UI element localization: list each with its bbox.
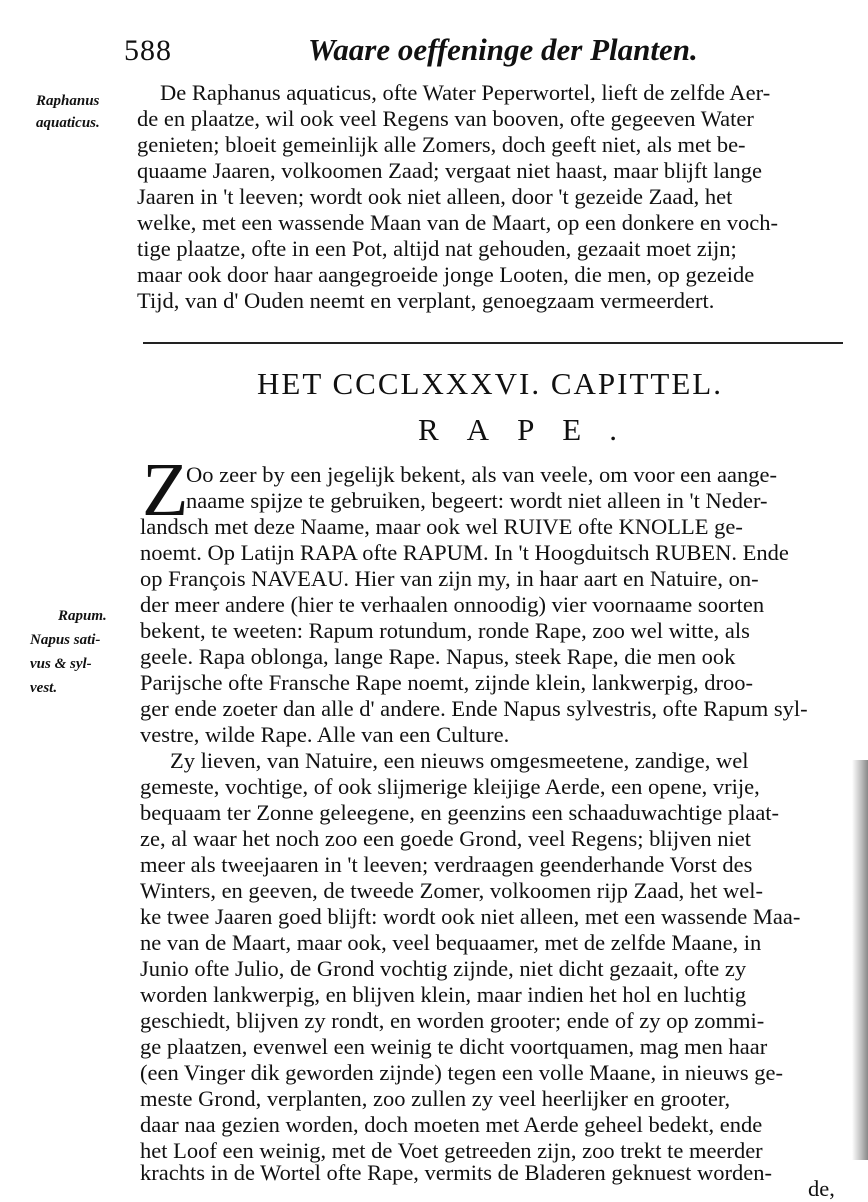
text-line: der meer andere (hier te verhaalen onnoodig) vier voornaame soorten (140, 592, 765, 617)
chapter-title: RAPE. (418, 412, 645, 447)
text-line: meer als tweejaaren in 't leeven; verdraagen geenderhande Vorst des (140, 852, 753, 877)
text-line: het Loof een weinig, met de Voet getreeden zijn, zoo trekt te meerder (140, 1138, 763, 1163)
text-line: tige plaatze, ofte in een Pot, altijd nat gehouden, gezaait moet zijn; (137, 236, 737, 261)
text-line: geschiedt, blijven zy rondt, en worden grooter; ende of zy op zommi- (140, 1008, 765, 1033)
text-line: ge plaatzen, evenwel een weinig te dicht voortquamen, mag men haar (140, 1034, 768, 1059)
text-line: genieten; bloeit gemeinlijk alle Zomers, doch geeft niet, als met be- (137, 132, 746, 157)
text-line: de en plaatze, wil ook veel Regens van booven, ofte gegeeven Water (137, 106, 754, 131)
text-line: naame spijze te gebruiken, begeert: wordt niet alleen in 't Neder- (186, 488, 768, 513)
text-line: ne van de Maart, maar ook, veel bequaamer, met de zelfde Maane, in (140, 930, 762, 955)
text-line: De Raphanus aquaticus, ofte Water Peperwortel, lieft de zelfde Aer- (160, 80, 771, 105)
text-line: welke, met een wassende Maan van de Maart, op een donkere en voch- (137, 210, 778, 235)
text-line: geele. Rapa oblonga, lange Rape. Napus, steek Rape, die men ook (140, 644, 736, 669)
text-line: maar ook door haar aangegroeide jonge Looten, die men, op gezeide (137, 262, 755, 287)
text-line: vestre, wilde Rape. Alle van een Culture. (140, 722, 510, 747)
chapter-heading: HET CCCLXXXVI. CAPITTEL. (257, 366, 723, 401)
text-line: (een Vinger dik geworden zijnde) tegen een volle Maane, in nieuws ge- (140, 1060, 783, 1085)
text-line: Junio ofte Julio, de Grond vochtig zijnde, niet dicht gezaait, ofte zy (140, 956, 747, 981)
text-line: meste Grond, verplanten, zoo zullen zy veel heerlijker en grooter, (140, 1086, 731, 1111)
margin-note: Napus sati- (30, 632, 101, 648)
text-line: quaame Jaaren, volkoomen Zaad; vergaat niet haast, maar blijft lange (137, 158, 762, 183)
text-line: noemt. Op Latijn RAPA ofte RAPUM. In 't Hoogduitsch RUBEN. Ende (140, 540, 789, 565)
text-line: worden lankwerpig, en blijven klein, maar indien het hol en luchtig (140, 982, 747, 1007)
margin-note: aquaticus. (36, 115, 100, 131)
page-edge-shadow (852, 760, 868, 1160)
drop-cap: Z (142, 448, 189, 532)
margin-note: vus & syl- (30, 656, 92, 672)
text-line: daar naa gezien worden, doch moeten met Aerde geheel bedekt, ende (140, 1112, 763, 1137)
text-line: Winters, en geeven, de tweede Zomer, volkoomen rijp Zaad, het wel- (140, 878, 763, 903)
text-line: ze, al waar het noch zoo een goede Grond, veel Regens; blijven niet (140, 826, 752, 851)
margin-note: Raphanus (36, 93, 100, 109)
text-line: de, (808, 1176, 835, 1201)
text-line: gemeste, vochtige, of ook slijmerige kleijige Aerde, een opene, vrije, (140, 774, 760, 799)
text-line: bekent, te weeten: Rapum rotundum, ronde Rape, zoo wel witte, als (140, 618, 750, 643)
text-line: Jaaren in 't leeven; wordt ook niet alleen, door 't gezeide Zaad, het (137, 184, 733, 209)
text-line: landsch met deze Naame, maar ook wel RUIVE ofte KNOLLE ge- (140, 514, 743, 539)
running-title: Waare oeffeninge der Planten. (308, 32, 698, 67)
section-divider (143, 342, 843, 344)
text-line: Zy lieven, van Natuire, een nieuws omgesmeetene, zandige, wel (170, 748, 749, 773)
text-line: krachts in de Wortel ofte Rape, vermits de Bladeren geknuest worden- (140, 1160, 772, 1185)
text-line: ke twee Jaaren goed blijft: wordt ook niet alleen, met een wassende Maa- (140, 904, 801, 929)
margin-note: Rapum. (58, 608, 107, 624)
page-number: 588 (124, 34, 172, 67)
text-line: ger ende zoeter dan alle d' andere. Ende Napus sylvestris, ofte Rapum syl- (140, 696, 808, 721)
text-line: Oo zeer by een jegelijk bekent, als van veele, om voor een aange- (186, 462, 777, 487)
margin-note: vest. (30, 680, 58, 696)
text-line: Tijd, van d' Ouden neemt en verplant, genoegzaam vermeerdert. (137, 288, 715, 313)
text-line: op François NAVEAU. Hier van zijn my, in haar aart en Natuire, on- (140, 566, 759, 591)
text-line: bequaam ter Zonne geleegene, en geenzins een schaaduwachtige plaat- (140, 800, 780, 825)
text-line: Parijsche ofte Fransche Rape noemt, zijnde klein, lankwerpig, droo- (140, 670, 753, 695)
